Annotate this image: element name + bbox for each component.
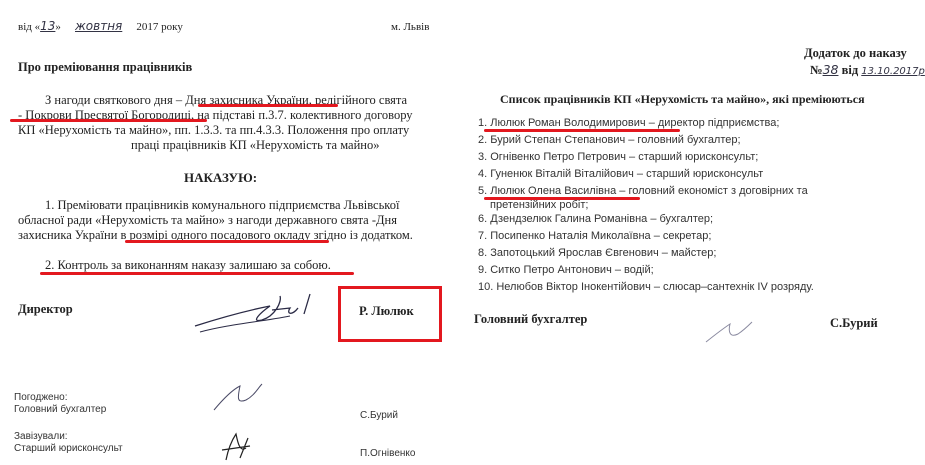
annex-date: 13.10.2017р (861, 66, 925, 77)
item1-line-1: 1. Преміювати працівників комунального підприємства Львівської (45, 198, 400, 212)
intro-line-2: - Покрови Пресвятої Богородиці, на підставі п.3.7. колективного договору (18, 108, 413, 122)
list-item: 3. Огнівенко Петро Петрович – старший юрисконсульт; (478, 151, 759, 163)
chief-accountant-role: Головний бухгалтер (14, 404, 107, 415)
endorsed-label: Завізували: (14, 431, 68, 442)
order-date-line (18, 19, 183, 33)
list-item: 6. Дзендзелюк Галина Романівна – бухгалтер; (478, 213, 714, 225)
chief-signature (700, 316, 760, 350)
item1-line-2: обласної ради «Нерухомість та майно» з нагоди державного свята -Дня (18, 213, 397, 227)
highlight-underline (484, 129, 680, 132)
list-item-continuation: претензійних робіт; (490, 199, 589, 211)
annex-from: від (841, 63, 859, 77)
chief-accountant-signature (210, 378, 270, 418)
order-heading: НАКАЗУЮ: (184, 170, 258, 185)
director-label: Директор (18, 302, 73, 316)
highlight-underline (125, 240, 329, 243)
director-name: Р. Люлюк (359, 304, 414, 318)
chief-name: С.Бурий (830, 316, 878, 330)
list-item: 4. Гуненюк Віталій Віталійович – старший юрисконсульт (478, 168, 764, 180)
date-prefix: від « (18, 21, 41, 33)
item1-line-3: захисника України в розмірі одного посадового окладу згідно із додатком. (18, 228, 413, 242)
senior-lawyer-signature (218, 430, 258, 462)
highlight-underline (484, 197, 640, 200)
intro-line-1: З нагоди святкового дня – Дня захисника України, релігійного свята (45, 93, 408, 107)
item2: 2. Контроль за виконанням наказу залишаю за собою. (45, 258, 331, 272)
list-title: Список працівників КП «Нерухомість та майно», які преміюються (500, 92, 865, 106)
annex-number-line (810, 62, 925, 78)
senior-lawyer-role: Старший юрисконсульт (14, 443, 123, 454)
date-year: 2017 року (136, 21, 183, 33)
highlight-underline (198, 104, 338, 107)
order-title: Про преміювання працівників (18, 60, 193, 74)
annex-no: 38 (822, 62, 839, 77)
senior-lawyer-name: П.Огнівенко (360, 448, 416, 459)
chief-accountant-label: Головний бухгалтер (474, 312, 588, 326)
highlight-underline (40, 272, 354, 275)
city: м. Львів (391, 21, 430, 33)
list-item: 1. Люлюк Роман Володимирович – директор підприємства; (478, 117, 780, 129)
chief-accountant-name: С.Бурий (360, 410, 398, 421)
list-item: 2. Бурий Степан Степанович – головний бухгалтер; (478, 134, 741, 146)
agreed-label: Погоджено: (14, 392, 68, 403)
list-item: 7. Посипенко Наталія Миколаївна – секретар; (478, 230, 712, 242)
list-item: 10. Нелюбов Віктор Інокентійович – слюсар–сантехнік IV розряду. (478, 281, 814, 293)
annex-title: Додаток до наказу (804, 46, 907, 60)
list-item: 8. Запотоцький Ярослав Євгенович – майстер; (478, 247, 717, 259)
intro-line-3: КП «Нерухомість та майно», пп. 1.3.3. та пп.4.3.3. Положення про оплату (18, 123, 410, 137)
date-month: жовтня (75, 19, 123, 33)
annex-no-prefix: № (810, 63, 823, 77)
list-item: 5. Люлюк Олена Василівна – головний економіст з договірних та (478, 185, 808, 197)
intro-line-4: праці працівників КП «Нерухомість та майно» (131, 138, 380, 152)
highlight-underline (10, 119, 207, 122)
list-item: 9. Ситко Петро Антонович – водій; (478, 264, 654, 276)
date-mid: » (55, 21, 61, 33)
date-day: 13 (40, 19, 56, 33)
director-signature (190, 288, 330, 338)
